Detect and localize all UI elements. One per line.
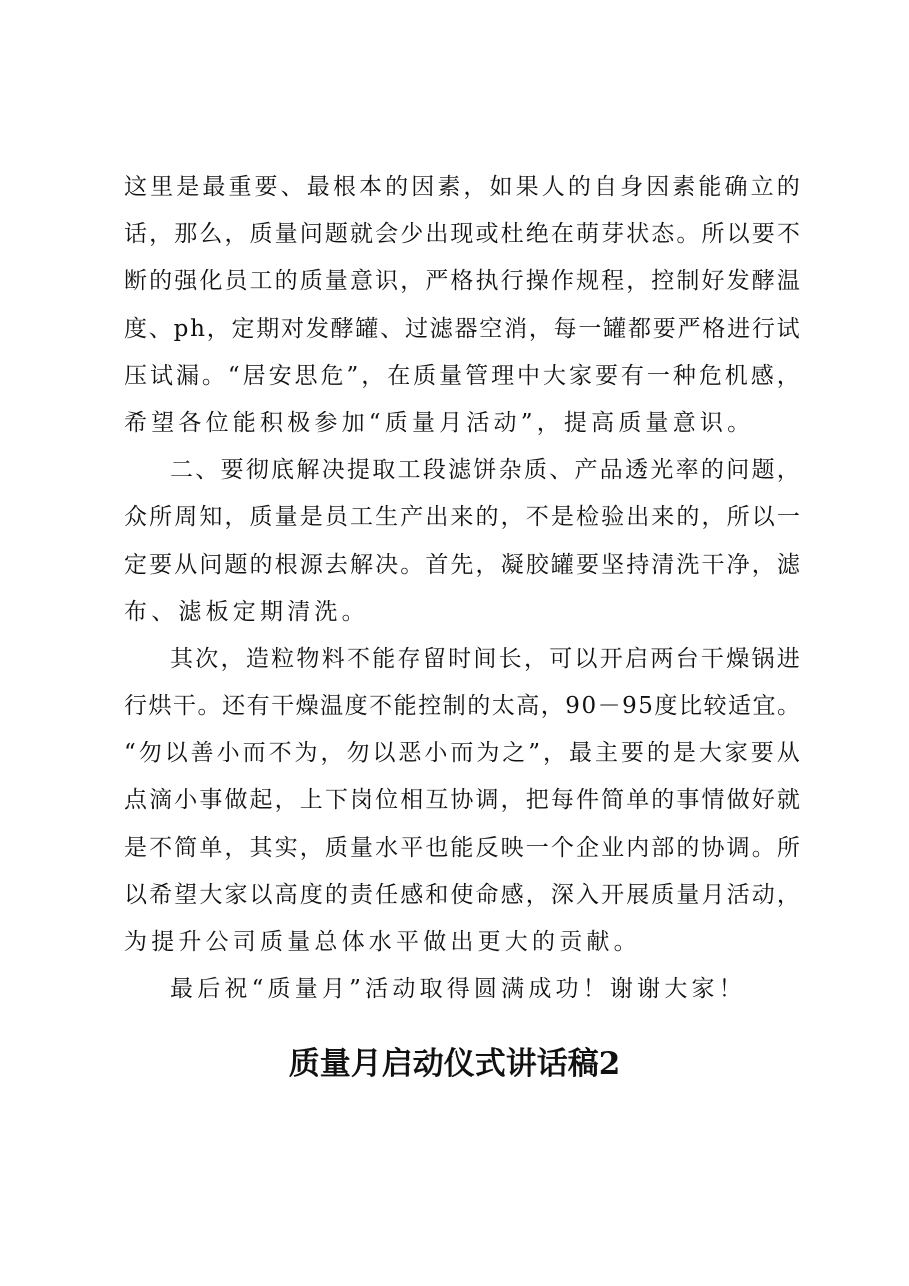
text-line: 度 、 p h ， 定 期 对 发 酵 罐 、 过 滤 器 空 消 ， 每 一 罐 都 要 严 格 进 行 试 [124,315,800,342]
text-line: 二 、 要 彻 底 解 决 提 取 工 段 滤 饼 杂 质 、 产 品 透 光 率 的 问 题 ， [170,457,800,484]
text-line: 以 希 望 大 家 以 高 度 的 责 任 感 和 使 命 感 ， 深 入 开 展 质 量 月 活 动 ， [124,881,800,908]
paragraph-4 [124,966,800,1013]
text-line: 行 烘 干 。 还 有 干 燥 温 度 不 能 控 制 的 太 高 ， 9 0 － 9 5 度 比 较 适 宜 。 [124,693,800,720]
body-text [124,164,800,1013]
paragraph-1 [124,164,800,447]
text-line: 其 次 ， 造 粒 物 料 不 能 存 留 时 间 长 ， 可 以 开 启 两 台 干 燥 锅 进 [170,645,800,672]
text-line: 点 滴 小 事 做 起 ， 上 下 岗 位 相 互 协 调 ， 把 每 件 简 单 的 事 情 做 好 就 [124,787,800,814]
text-line: 布、滤板定期清洗。 [124,598,369,625]
text-line: 断 的 强 化 员 工 的 质 量 意 识 ， 严 格 执 行 操 作 规 程 ， 控 制 好 发 酵 温 [124,268,800,295]
text-line: 希望各位能积极参加“质量月活动”，提高质量意识。 [124,409,755,436]
text-line: 这 里 是 最 重 要 、 最 根 本 的 因 素 ， 如 果 人 的 自 身 因 素 能 确 立 的 [124,174,800,200]
text-line: 压 试 漏 。 “ 居 安 思 危 ” ， 在 质 量 管 理 中 大 家 要 有 一 种 危 机 感 ， [124,362,800,389]
paragraph-2 [124,447,800,636]
text-line: 为提升公司质量总体水平做出更大的贡献。 [124,929,641,955]
text-line: 是 不 简 单 ， 其 实 ， 质 量 水 平 也 能 反 映 一 个 企 业 内 部 的 协 调 。 所 [124,834,800,861]
text-line: 众 所 周 知 ， 质 量 是 员 工 生 产 出 来 的 ， 不 是 检 验 出 来 的 ， 所 以 一 [124,504,800,531]
section-heading: 质量月启动仪式讲话稿2 [288,1046,621,1082]
text-line: “ 勿 以 善 小 而 不 为 ， 勿 以 恶 小 而 为 之 ” ， 最 主 要 的 是 大 家 要 从 [124,740,800,767]
paragraph-3 [124,636,800,966]
text-line: 定 要 从 问 题 的 根 源 去 解 决 。 首 先 ， 凝 胶 罐 要 坚 持 清 洗 干 净 ， 滤 [124,551,800,578]
text-line: 最后祝“质量月”活动取得圆满成功！谢谢大家！ [170,976,746,1003]
text-line: 话 ， 那 么 ， 质 量 问 题 就 会 少 出 现 或 杜 绝 在 萌 芽 状 态 。 所 以 要 不 [124,221,800,248]
